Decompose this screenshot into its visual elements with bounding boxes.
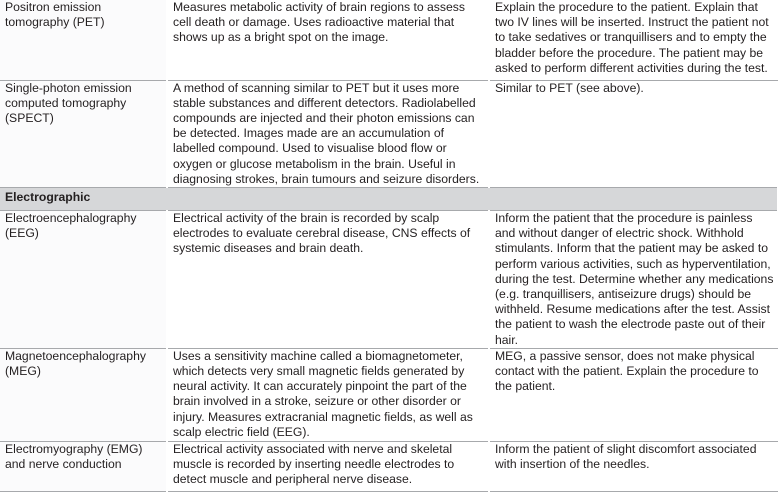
- test-name-cell: Electroencephalography (EEG): [0, 210, 167, 348]
- test-description-cell: Electrical activity of the brain is recorded by scalp electrodes to evaluate cerebral disease, CNS effects of systemic diseases and brain death.: [167, 210, 489, 348]
- nursing-implications-cell: Inform the patient of slight discomfort associated with insertion of the needles.: [489, 441, 778, 491]
- test-name-cell: Magnetoencephalography (MEG): [0, 348, 167, 441]
- test-name-cell: Electromyography (EMG) and nerve conduction: [0, 441, 167, 491]
- section-header-row: [0, 187, 778, 210]
- table-row: [0, 0, 778, 80]
- test-name-cell: Positron emission tomography (PET): [0, 0, 167, 80]
- test-description-cell: A method of scanning similar to PET but it uses more stable substances and different detectors. Radiolabelled compounds are injected and their photon emissions can be detected. Images made are an accumulation of labelled compound. Used to visualise blood flow or oxygen or glucose metabolism in the brain. Useful in diagnosing strokes, brain tumours and seizure disorders.: [167, 80, 489, 187]
- test-description-cell: Uses a sensitivity machine called a biomagnetometer, which detects very small magnetic fields generated by neural activity. It can accurately pinpoint the part of the brain involved in a stroke, seizure or other disorder or injury. Measures extracranial magnetic fields, as well as scalp electric field (EEG).: [167, 348, 489, 441]
- table-row: [0, 210, 778, 348]
- nursing-implications-cell: Similar to PET (see above).: [489, 80, 778, 187]
- nursing-implications-cell: Inform the patient that the procedure is painless and without danger of electric shock. Withhold stimulants. Inform that the patient may be asked to perform various activities, such as hyperventilation, during the test. Determine whether any medications (e.g. tranquillisers, antiseizure drugs) should be withheld. Resume medications after the test. Assist the patient to wash the electrode paste out of their hair.: [489, 210, 778, 348]
- test-description-cell: Measures metabolic activity of brain regions to assess cell death or damage. Uses radioactive material that shows up as a bright spot on the image.: [167, 0, 489, 80]
- test-description-cell: Electrical activity associated with nerve and skeletal muscle is recorded by inserting needle electrodes to detect muscle and peripheral nerve disease.: [167, 441, 489, 491]
- table-row: [0, 80, 778, 187]
- nursing-implications-cell: Explain the procedure to the patient. Explain that two IV lines will be inserted. Instruct the patient not to take sedatives or tranquillisers and to empty the bladder before the procedure. The patient may be asked to perform different activities during the test.: [489, 0, 778, 80]
- test-name-cell: Single-photon emission computed tomography (SPECT): [0, 80, 167, 187]
- table-row: [0, 348, 778, 441]
- nursing-implications-cell: MEG, a passive sensor, does not make physical contact with the patient. Explain the procedure to the patient.: [489, 348, 778, 441]
- table-row: [0, 441, 778, 491]
- section-title: Electrographic: [0, 187, 778, 210]
